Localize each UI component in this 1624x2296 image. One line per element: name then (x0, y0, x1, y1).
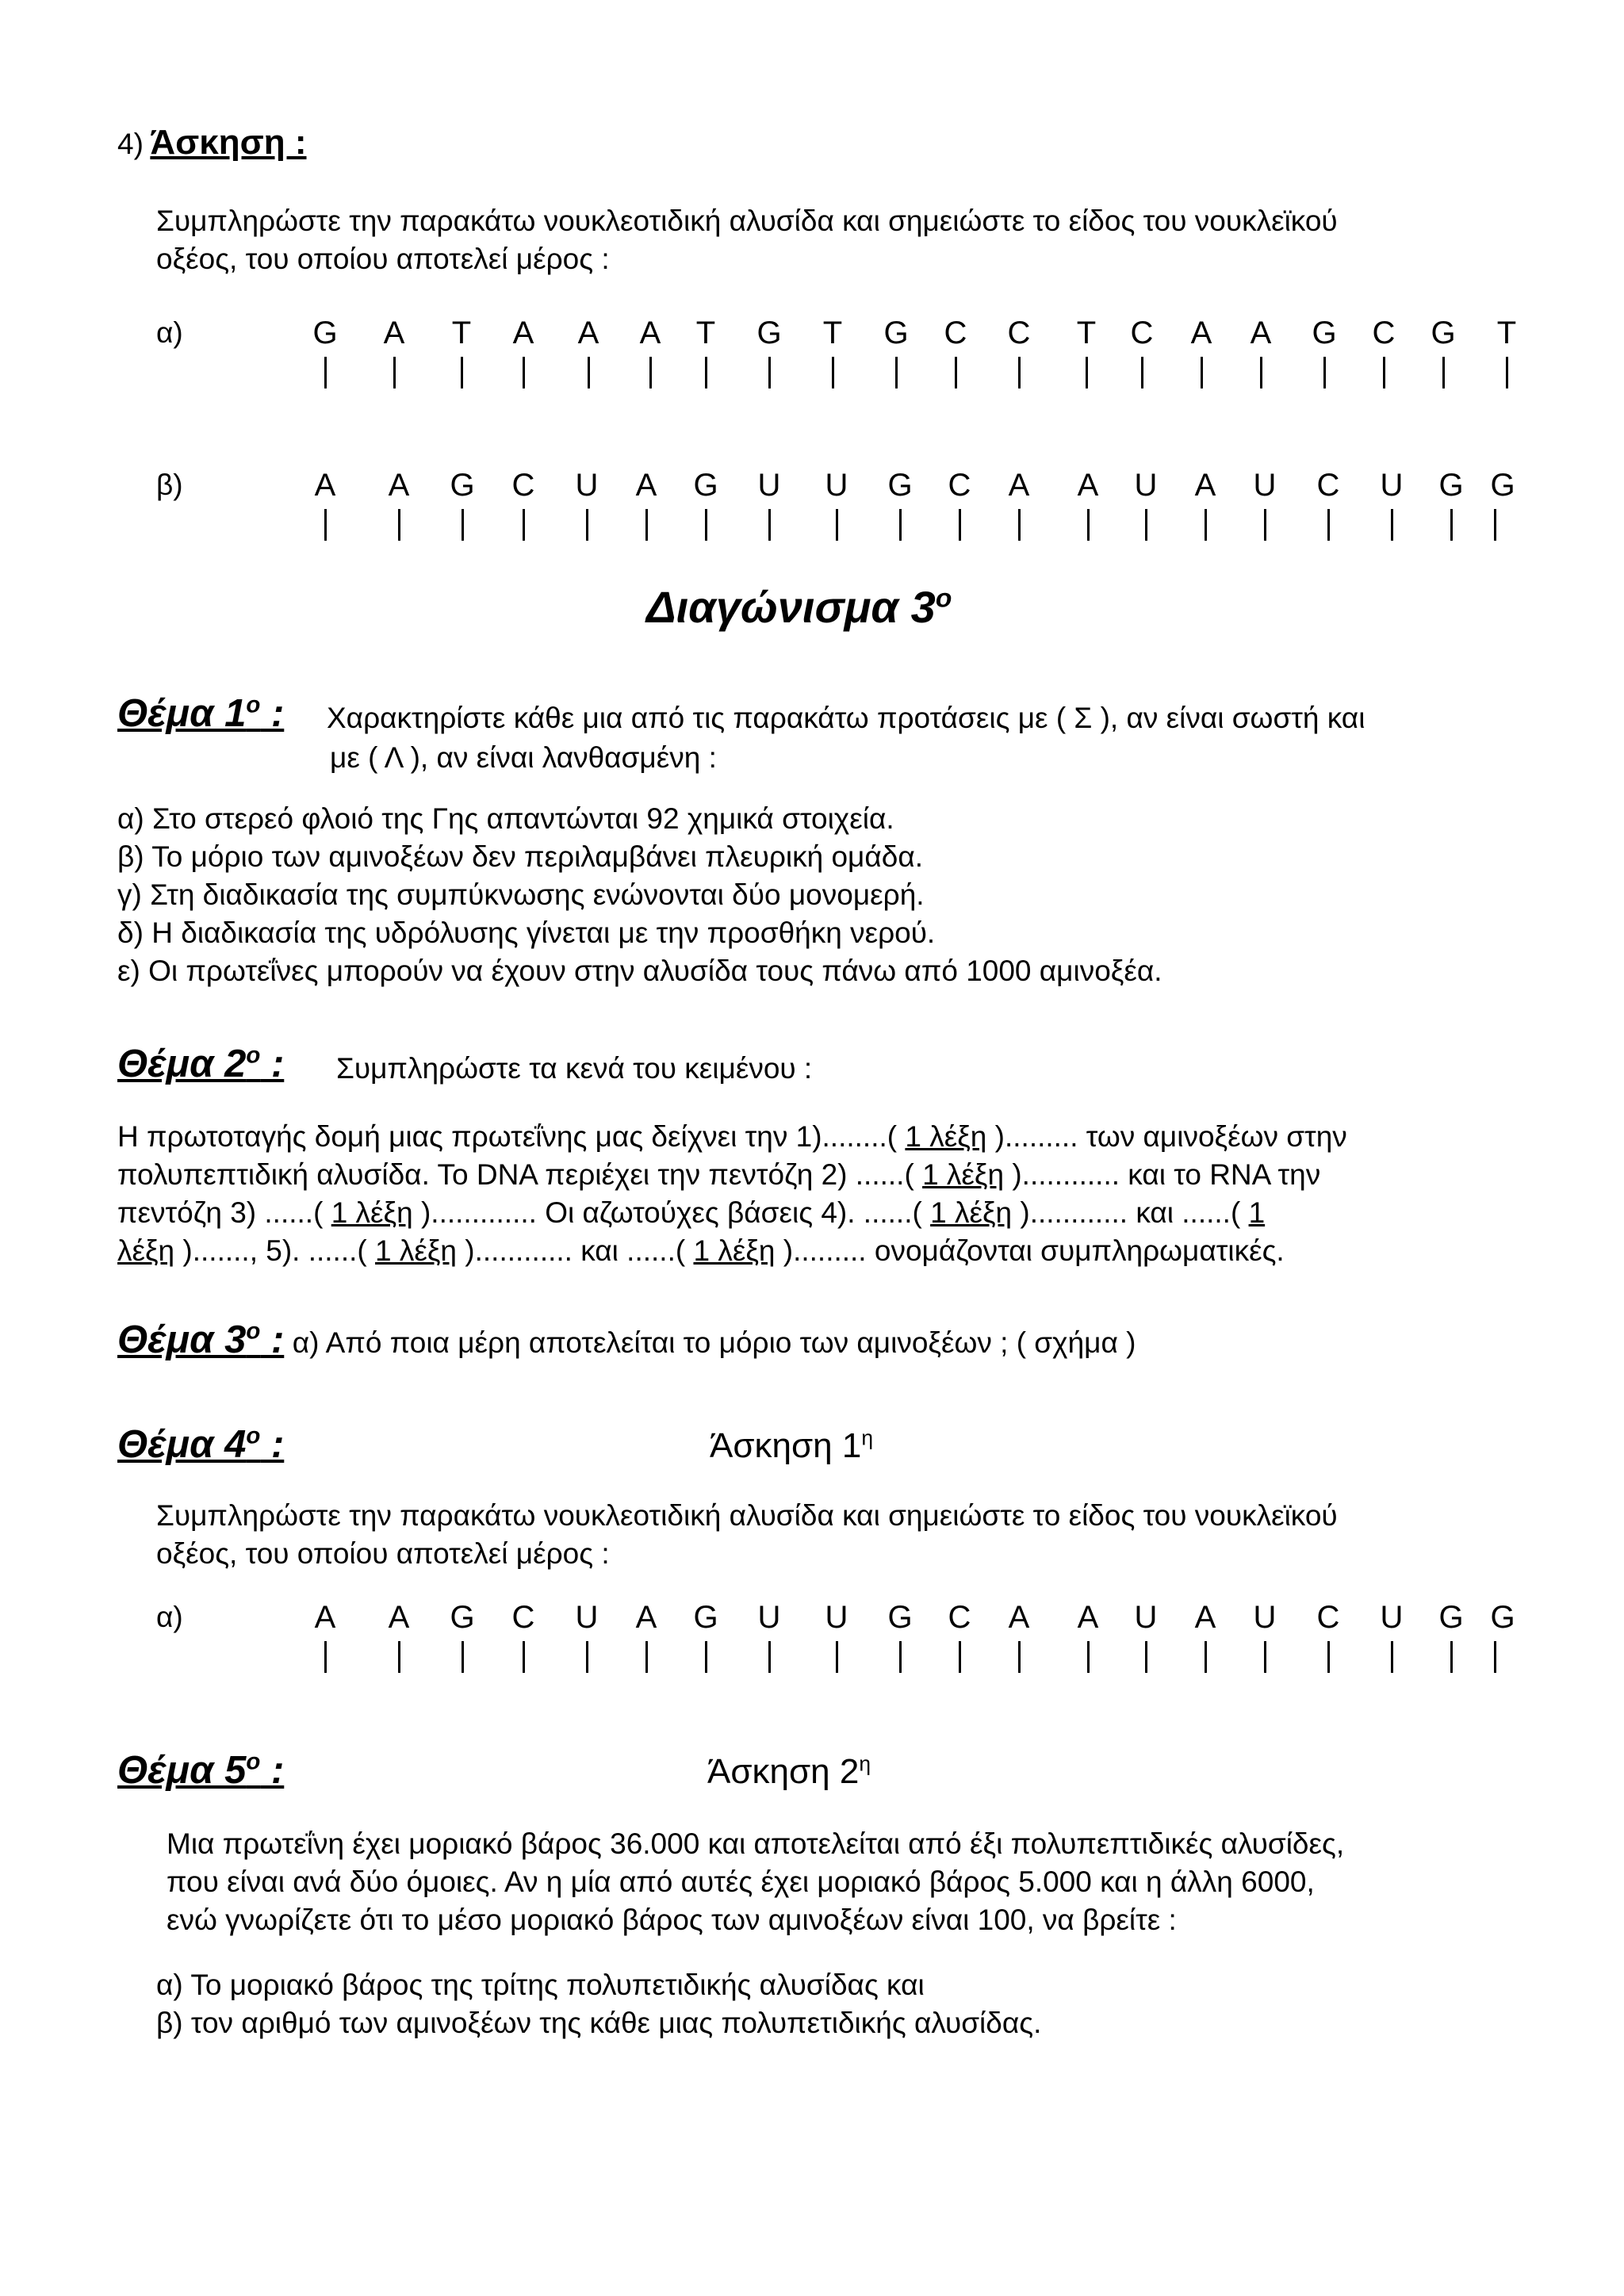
sequence-a-nucleotide: A (1250, 316, 1272, 350)
exercise-title: Άσκηση : (150, 123, 307, 162)
theme5-exercise (707, 1751, 871, 1791)
sequence-a-bond-line (1086, 357, 1088, 388)
sequence-a-nucleotide: G (756, 316, 782, 350)
sequence-b-bond-line (1450, 509, 1453, 541)
theme5-paragraph-line3: ενώ γνωρίζετε ότι το μέσο μοριακό βάρος των αμινοξέων είναι 100, να βρείτε : (167, 1904, 1177, 1936)
sequence-a-nucleotide: C (1372, 316, 1396, 350)
sequence-a-nucleotide: T (451, 316, 472, 350)
blank-5-part1: 1 (1248, 1196, 1266, 1229)
theme4-sequence-bonds (0, 1641, 1624, 1673)
theme4-sequence-bond-line (899, 1641, 902, 1673)
theme4-sequence-nucleotide: U (1253, 1600, 1277, 1635)
theme5-question-b: β) τον αριθμό των αμινοξέων της κάθε μιας πολυπετιδικής αλυσίδας. (156, 2007, 1042, 2039)
theme4-sequence-nucleotide: U (757, 1600, 781, 1635)
theme2-line1 (117, 1118, 1347, 1156)
theme2-line4 (117, 1232, 1347, 1270)
theme4-sequence-bond-line (586, 1641, 588, 1673)
sequence-b-bond-line (1205, 509, 1207, 541)
sequence-a-nucleotide: A (577, 316, 599, 350)
theme4-sequence-bond-line (1264, 1641, 1266, 1673)
sequence-a-bond-line (523, 357, 525, 388)
theme4-sequence-nucleotide: G (887, 1600, 913, 1635)
sequence-b-nucleotide: G (1490, 468, 1515, 503)
theme4-sequence-bond-line (705, 1641, 707, 1673)
sequence-a-bond-line (955, 357, 957, 388)
theme4-sequence-nucleotide: A (1077, 1600, 1099, 1635)
theme4-heading-sup: ο (246, 1422, 261, 1449)
theme5-heading (117, 1748, 285, 1792)
sequence-b-nucleotide: C (511, 468, 535, 503)
sequence-b-nucleotide: C (948, 468, 971, 503)
sequence-b-nucleotide: A (388, 468, 410, 503)
theme2-intro: Συμπληρώστε τα κενά του κειμένου : (336, 1052, 813, 1085)
sequence-b-nucleotide: U (825, 468, 848, 503)
sequence-a-bond-line (1260, 357, 1262, 388)
sequence-a-bond-line (393, 357, 396, 388)
sequence-a-bond-line (649, 357, 652, 388)
theme2-line3-c: )............ και ......( (1012, 1196, 1241, 1229)
theme1-item-a: α) Στο στερεό φλοιό της Γης απαντώνται 92 χημικά στοιχεία. (117, 802, 894, 835)
theme5-paragraph-line2: που είναι ανά δύο όμοιες. Αν η μία από αυτές έχει μοριακό βάρος 5.000 και η άλλη 6000, (167, 1866, 1315, 1898)
sequence-a-bond-line (588, 357, 590, 388)
theme2-line1-b: )......... των αμινοξέων στην (986, 1120, 1347, 1153)
theme4-sequence-nucleotide: U (1380, 1600, 1404, 1635)
sequence-b-nucleotide: G (693, 468, 718, 503)
theme4-sequence-a-label: α) (156, 1601, 183, 1633)
theme4-sequence-nucleotide: G (1438, 1600, 1464, 1635)
sequence-b-bond-line (324, 509, 327, 541)
theme4-sequence-bond-line (398, 1641, 400, 1673)
test-title-sup: ο (935, 584, 952, 614)
theme1-heading (117, 691, 285, 735)
theme4-sequence-nucleotide: C (1316, 1600, 1340, 1635)
sequence-b-label: β) (156, 469, 183, 501)
theme4-sequence-nucleotide: A (314, 1600, 336, 1635)
blank-2: 1 λέξη (922, 1158, 1005, 1191)
theme4-sequence-bond-line (645, 1641, 648, 1673)
sequence-a-bond-line (768, 357, 771, 388)
sequence-b-bond-line (1327, 509, 1330, 541)
sequence-b-nucleotide: U (757, 468, 781, 503)
sequence-b-bond-line (959, 509, 961, 541)
theme4-sequence-nucleotide: C (511, 1600, 535, 1635)
test-title-text: Διαγώνισμα 3 (646, 582, 936, 632)
sequence-b-nucleotide: A (314, 468, 336, 503)
test-title (646, 582, 952, 632)
sequence-a-nucleotide: T (1076, 316, 1097, 350)
sequence-b-bond-line (586, 509, 588, 541)
theme4-sequence-bond-line (1391, 1641, 1393, 1673)
sequence-b-bonds (0, 509, 1624, 541)
theme4-heading-colon: : (260, 1423, 285, 1466)
sequence-b-bond-line (705, 509, 707, 541)
theme4-sequence-bond-line (462, 1641, 464, 1673)
theme1-item-e: ε) Οι πρωτεΐνες μπορούν να έχουν στην αλυσίδα τους πάνω από 1000 αμινοξέα. (117, 955, 1162, 987)
exercise4-instruction-line2: οξέος, του οποίου αποτελεί μέρος : (156, 243, 610, 275)
theme2-line2-b: )............ και το RNA την (1004, 1158, 1321, 1191)
theme4-sequence-bond-line (768, 1641, 771, 1673)
theme2-paragraph (117, 1118, 1347, 1270)
theme4-sequence-bond-line (1018, 1641, 1021, 1673)
sequence-b-nucleotide: G (1438, 468, 1464, 503)
theme4-sequence-bond-line (1494, 1641, 1496, 1673)
sequence-b-nucleotide: A (1008, 468, 1030, 503)
sequence-b-bond-line (1264, 509, 1266, 541)
theme2-line3-a: πεντόζη 3) ......( (117, 1196, 324, 1229)
sequence-a-bond-line (1018, 357, 1021, 388)
blank-3: 1 λέξη (331, 1196, 413, 1229)
theme5-heading-colon: : (260, 1749, 285, 1792)
theme3-heading-text: Θέμα 3 (117, 1318, 247, 1361)
theme2-line4-b: )......., 5). ......( (174, 1234, 375, 1267)
sequence-b-nucleotide: A (1194, 468, 1216, 503)
theme4-heading (117, 1422, 285, 1466)
sequence-a-nucleotide: G (883, 316, 909, 350)
theme4-sequence-nucleotide: G (1490, 1600, 1515, 1635)
sequence-a-label: α) (156, 316, 183, 349)
theme3-heading-colon: : (260, 1318, 285, 1361)
sequence-a-nucleotide: A (639, 316, 661, 350)
blank-5-part2: λέξη (117, 1234, 175, 1267)
exercise4-header (117, 125, 307, 160)
theme5-question-a: α) Το μοριακό βάρος της τρίτης πολυπετιδικής αλυσίδας και (156, 1969, 925, 2001)
theme4-sequence-nucleotide: C (948, 1600, 971, 1635)
theme2-line2-a: πολυπεπτιδική αλυσίδα. Το DNA περιέχει την πεντόζη 2) ......( (117, 1158, 914, 1191)
sequence-b-bond-line (1087, 509, 1090, 541)
blank-7: 1 λέξη (693, 1234, 776, 1267)
sequence-b-nucleotide: U (1134, 468, 1158, 503)
theme2-line4-d: )......... ονομάζονται συμπληρωματικές. (775, 1234, 1285, 1267)
sequence-a-bond-line (1201, 357, 1203, 388)
theme4-sequence-bond-line (836, 1641, 838, 1673)
theme5-exercise-text: Άσκηση 2 (707, 1752, 860, 1791)
sequence-a-nucleotide: G (1312, 316, 1337, 350)
theme3-row (117, 1318, 1136, 1361)
theme1-item-d: δ) Η διαδικασία της υδρόλυσης γίνεται με την προσθήκη νερού. (117, 916, 936, 949)
sequence-b-bond-line (398, 509, 400, 541)
theme4-exercise-sup: η (861, 1425, 874, 1450)
theme4-sequence-nucleotide: A (388, 1600, 410, 1635)
sequence-b-nucleotide: A (635, 468, 657, 503)
blank-4: 1 λέξη (930, 1196, 1013, 1229)
sequence-b-nucleotide: G (450, 468, 475, 503)
sequence-b-nucleotide: U (1253, 468, 1277, 503)
theme4-sequence-nucleotide: G (450, 1600, 475, 1635)
theme4-sequence-bond-line (1450, 1641, 1453, 1673)
theme1-intro-line1: Χαρακτηρίστε κάθε μια από τις παρακάτω προτάσεις με ( Σ ), αν είναι σωστή και (327, 702, 1365, 734)
theme4-sequence-nucleotide: U (1134, 1600, 1158, 1635)
theme2-line2 (117, 1156, 1347, 1194)
theme2-line1-a: Η πρωτοταγής δομή μιας πρωτεΐνης μας δείχνει την 1)........( (117, 1120, 906, 1153)
sequence-b-nucleotide: U (1380, 468, 1404, 503)
sequence-b-bond-line (836, 509, 838, 541)
theme3-heading-sup: ο (246, 1318, 261, 1345)
sequence-a-bond-line (1383, 357, 1385, 388)
sequence-a-nucleotide: T (822, 316, 843, 350)
sequence-b-bond-line (1145, 509, 1147, 541)
theme4-sequence-nucleotide: U (575, 1600, 599, 1635)
theme3-heading (117, 1318, 284, 1361)
theme1-heading-text: Θέμα 1 (117, 692, 247, 735)
sequence-b-bond-line (523, 509, 525, 541)
sequence-a-bond-line (1323, 357, 1326, 388)
theme4-sequence-bond-line (1087, 1641, 1090, 1673)
theme1-intro-line2: με ( Λ ), αν είναι λανθασμένη : (330, 741, 717, 774)
sequence-a-nucleotide: C (1007, 316, 1031, 350)
theme2-heading-sup: ο (246, 1042, 261, 1069)
sequence-a-nucleotide: T (695, 316, 716, 350)
sequence-a-nucleotide: C (944, 316, 967, 350)
sequence-b-bond-line (645, 509, 648, 541)
sequence-b-bond-line (1018, 509, 1021, 541)
theme4-instruction-line1: Συμπληρώστε την παρακάτω νουκλεοτιδική αλυσίδα και σημειώστε το είδος του νουκλεϊκού (156, 1499, 1338, 1532)
sequence-b-nucleotide: C (1316, 468, 1340, 503)
exercise4-instruction-line1: Συμπληρώστε την παρακάτω νουκλεοτιδική αλυσίδα και σημειώστε το είδος του νουκλεϊκού (156, 205, 1338, 237)
sequence-b-bond-line (462, 509, 464, 541)
theme4-sequence-nucleotide: A (1194, 1600, 1216, 1635)
sequence-b-bond-line (899, 509, 902, 541)
sequence-a-bonds (0, 357, 1624, 388)
sequence-a-bond-line (1506, 357, 1508, 388)
theme4-sequence-bond-line (324, 1641, 327, 1673)
sequence-a-bond-line (324, 357, 327, 388)
theme4-sequence-bond-line (1327, 1641, 1330, 1673)
theme4-sequence-bond-line (1205, 1641, 1207, 1673)
sequence-a-bond-line (1141, 357, 1143, 388)
theme4-instruction-line2: οξέος, του οποίου αποτελεί μέρος : (156, 1537, 610, 1570)
theme4-heading-text: Θέμα 4 (117, 1423, 247, 1466)
theme4-sequence-bond-line (959, 1641, 961, 1673)
theme1-heading-colon: : (260, 692, 285, 735)
theme2-line3 (117, 1194, 1347, 1232)
theme4-sequence-nucleotide: A (635, 1600, 657, 1635)
theme4-sequence-nucleotide: A (1008, 1600, 1030, 1635)
sequence-b-nucleotide: U (575, 468, 599, 503)
theme5-heading-sup: ο (246, 1748, 261, 1775)
sequence-b-bond-line (1494, 509, 1496, 541)
sequence-a-nucleotide: T (1496, 316, 1517, 350)
theme3-text: α) Από ποια μέρη αποτελείται το μόριο των αμινοξέων ; ( σχήμα ) (292, 1326, 1136, 1359)
sequence-a-nucleotide: A (512, 316, 534, 350)
sequence-a-bond-line (832, 357, 834, 388)
theme1-item-c: γ) Στη διαδικασία της συμπύκνωσης ενώνονται δύο μονομερή. (117, 878, 925, 911)
theme2-heading-text: Θέμα 2 (117, 1043, 247, 1085)
theme2-heading-colon: : (260, 1043, 285, 1085)
blank-6: 1 λέξη (375, 1234, 457, 1267)
theme4-sequence-bond-line (1145, 1641, 1147, 1673)
theme2-line4-c: )............ και ......( (457, 1234, 686, 1267)
sequence-a-nucleotide: G (312, 316, 338, 350)
theme2-line3-b: )............. Οι αζωτούχες βάσεις 4). ......( (412, 1196, 922, 1229)
theme1-item-b: β) Το μόριο των αμινοξέων δεν περιλαμβάνει πλευρική ομάδα. (117, 840, 924, 873)
sequence-b-bond-line (1391, 509, 1393, 541)
theme5-paragraph-line1: Μια πρωτεΐνη έχει μοριακό βάρος 36.000 και αποτελείται από έξι πολυπεπτιδικές αλυσίδες, (167, 1827, 1345, 1860)
exercise-number: 4) (117, 128, 144, 160)
sequence-a-nucleotide: C (1130, 316, 1154, 350)
sequence-a-bond-line (705, 357, 707, 388)
theme2-heading (117, 1042, 285, 1085)
sequence-a-nucleotide: G (1431, 316, 1456, 350)
sequence-a-bond-line (461, 357, 463, 388)
theme1-heading-sup: ο (246, 691, 261, 718)
sequence-a-nucleotide: A (1190, 316, 1212, 350)
sequence-b-bond-line (768, 509, 771, 541)
theme5-heading-text: Θέμα 5 (117, 1749, 247, 1792)
sequence-b-nucleotide: G (887, 468, 913, 503)
sequence-a-bond-line (895, 357, 898, 388)
theme5-exercise-sup: η (859, 1751, 871, 1776)
theme4-sequence-nucleotide: U (825, 1600, 848, 1635)
theme4-sequence-nucleotide: G (693, 1600, 718, 1635)
sequence-a-nucleotide: A (383, 316, 405, 350)
sequence-a-bond-line (1442, 357, 1445, 388)
blank-1: 1 λέξη (905, 1120, 987, 1153)
theme4-sequence-bond-line (523, 1641, 525, 1673)
theme4-exercise (710, 1425, 874, 1465)
theme4-exercise-text: Άσκηση 1 (710, 1426, 862, 1465)
sequence-b-nucleotide: A (1077, 468, 1099, 503)
